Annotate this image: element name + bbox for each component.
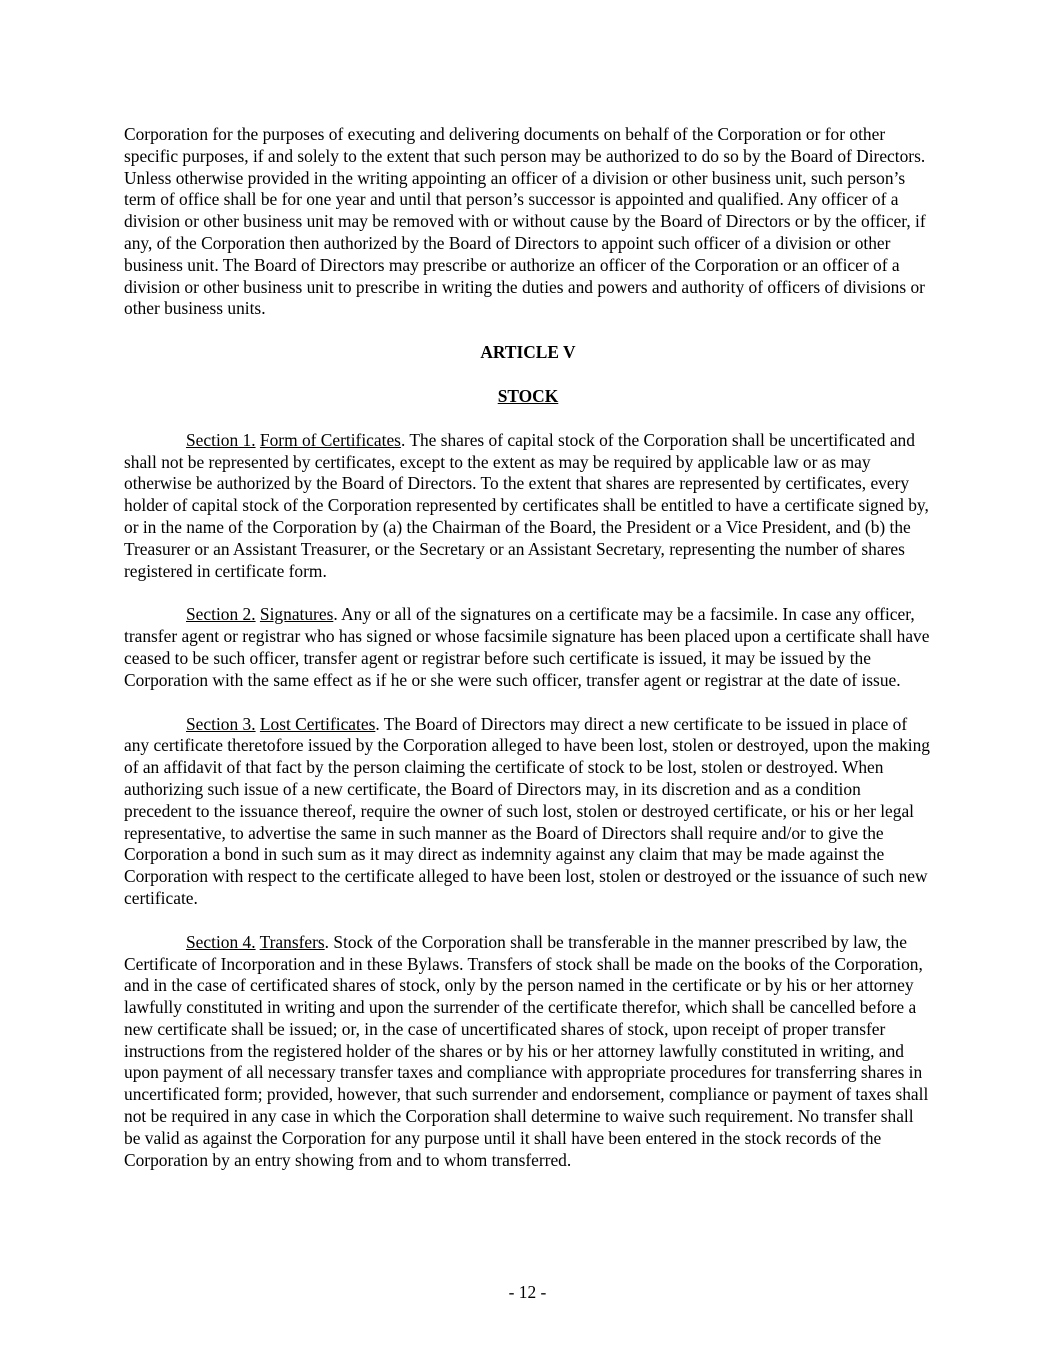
section-4-number: Section 4. (186, 931, 256, 952)
article-title: STOCK (497, 385, 559, 406)
section-3-body: . The Board of Directors may direct a new certificate to be issued in place of any certificate theretofore issued by the Corporation alleged to have been lost, stolen or destroyed, upon the making of an affidavit of that fact by the person claiming the certificate of stock to be lost, stolen or destroyed. When authorizing such issue of a new certificate, the Board of Directors may, in its discretion and as a condition precedent to the issuance thereof, require the owner of such lost, stolen or destroyed certificate, or his or her legal representative, to advertise the same in such manner as the Board of Directors shall require and/or to give the Corporation a bond in such sum as it may direct as indemnity against any claim that may be made against the Corporation with respect to the certificate alleged to have been lost, stolen or destroyed or the issuance of such new certificate. (124, 713, 930, 908)
page-number: - 12 - (508, 1282, 547, 1302)
section-2-number: Section 2. (186, 604, 256, 625)
section-3-title: Lost Certificates (259, 713, 376, 734)
intro-paragraph: Corporation for the purposes of executing and delivering documents on behalf of the Corporation or for other specific purposes, if and solely to the extent that such person may be authorized to do so by the Board of Directors. Unless otherwise provided in the writing appointing an officer of a division or other business unit, such person’s term of office shall be for one year and until that person’s successor is appointed and qualified. Any officer of a division or other business unit may be removed with or without cause by the Board of Directors or by the officer, if any, of the Corporation then authorized by the Board of Directors to appoint such officer of a division or other business unit. The Board of Directors may prescribe or authorize an officer of the Corporation or an officer of a division or other business unit to prescribe in writing the duties and powers and authority of officers of divisions or other business units. (124, 124, 926, 319)
article-heading: ARTICLE V (480, 342, 576, 363)
section-1-title: Form of Certificates (259, 429, 401, 450)
section-2-body: . Any or all of the signatures on a certificate may be a facsimile. In case any officer, transfer agent or registrar who has signed or whose facsimile signature has been placed upon a certificate shall have ceased to be such officer, transfer agent or registrar before such certificate is issued, it may be issued by the Corporation with the same effect as if he or she were such officer, transfer agent or registrar at the date of issue. (124, 604, 930, 690)
section-1-number: Section 1. (186, 429, 256, 450)
section-3-paragraph (124, 714, 932, 910)
section-1-body: . The shares of capital stock of the Corporation shall be uncertificated and shall not be represented by certificates, except to the extent as may be required by applicable law or as may otherwise be authorized by the Board of Directors. To the extent that shares are represented by certificates, every holder of capital stock of the Corporation represented by certificates shall be entitled to have a certificate signed by, or in the name of the Corporation by (a) the Chairman of the Board, the President or a Vice President, and (b) the Treasurer or an Assistant Treasurer, or the Secretary or an Assistant Secretary, representing the number of shares registered in certificate form. (124, 429, 929, 581)
section-2-title: Signatures (259, 604, 334, 625)
section-3-number: Section 3. (186, 713, 256, 734)
section-4-body: . Stock of the Corporation shall be transferable in the manner prescribed by law, the Certificate of Incorporation and in these Bylaws. Transfers of stock shall be made on the books of the Corporation, and in the case of certificated shares of stock, only by the person named in the certificate or by his or her attorney lawfully constituted in writing and upon the surrender of the certificate therefor, which shall be cancelled before a new certificate shall be issued; or, in the case of uncertificated shares of stock, upon receipt of proper transfer instructions from the registered holder of the shares or by his or her attorney lawfully constituted in writing, and upon payment of all necessary transfer taxes and compliance with appropriate procedures for transferring shares in uncertificated form; provided, however, that such surrender and endorsement, compliance or payment of taxes shall not be required in any case in which the Corporation shall determine to waive such requirement. No transfer shall be valid as against the Corporation for any purpose until it shall have been entered in the stock records of the Corporation by an entry showing from and to whom transferred. (124, 931, 929, 1170)
section-1-paragraph (124, 430, 932, 583)
section-2-paragraph (124, 604, 932, 691)
section-4-title: Transfers (259, 931, 325, 952)
section-4-paragraph (124, 932, 932, 1172)
document-page (124, 124, 932, 1193)
